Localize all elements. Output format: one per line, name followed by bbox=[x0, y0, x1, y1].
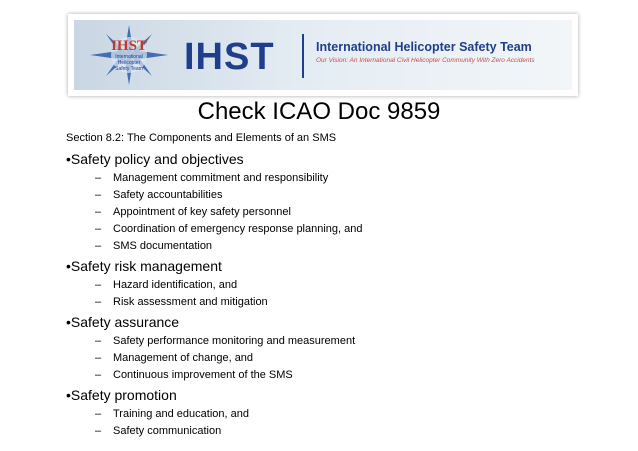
sub-item-label: Training and education, and bbox=[113, 408, 249, 420]
sub-item bbox=[66, 294, 606, 311]
sub-item bbox=[66, 423, 606, 440]
sub-item bbox=[66, 170, 606, 187]
sub-list bbox=[66, 277, 606, 311]
ihst-logo-wordmark: IHST bbox=[184, 36, 275, 78]
topic-label: • Safety policy and objectives bbox=[66, 151, 244, 167]
logo-divider bbox=[302, 34, 304, 78]
topic-item bbox=[66, 314, 606, 384]
org-name: International Helicopter Safety Team bbox=[316, 40, 532, 54]
sub-list bbox=[66, 333, 606, 384]
sub-item bbox=[66, 221, 606, 238]
badge-subtext-1: International bbox=[115, 54, 143, 60]
sub-item-label: Hazard identification, and bbox=[113, 279, 238, 291]
sub-item-label: Continuous improvement of the SMS bbox=[113, 369, 293, 381]
sub-item bbox=[66, 406, 606, 423]
badge-subtext-3: Safety Team bbox=[115, 66, 143, 72]
sub-item-label: Appointment of key safety personnel bbox=[113, 206, 291, 218]
ihst-banner bbox=[68, 14, 578, 96]
sub-item-label: Management of change, and bbox=[113, 352, 254, 364]
sub-item-label: Coordination of emergency response planning, and bbox=[113, 223, 363, 235]
sub-item-label: Safety communication bbox=[113, 425, 222, 437]
banner-background bbox=[74, 20, 572, 90]
sub-item bbox=[66, 277, 606, 294]
topic-label: • Safety promotion bbox=[66, 387, 177, 403]
topic-label: • Safety assurance bbox=[66, 314, 179, 330]
sub-item bbox=[66, 204, 606, 221]
org-vision: Our Vision: An International Civil Helicopter Community With Zero Accidents bbox=[316, 57, 535, 64]
topic-item bbox=[66, 258, 606, 311]
sub-item-label: Management commitment and responsibility bbox=[113, 172, 329, 184]
slide-title: Check ICAO Doc 9859 bbox=[197, 98, 441, 125]
sub-item-label: Risk assessment and mitigation bbox=[113, 296, 268, 308]
sub-item bbox=[66, 333, 606, 350]
sub-list bbox=[66, 406, 606, 440]
badge-text: IHST bbox=[111, 38, 147, 54]
sub-item bbox=[66, 238, 606, 255]
topic-list bbox=[66, 151, 606, 440]
topic-item bbox=[66, 387, 606, 440]
sub-item-label: Safety performance monitoring and measurement bbox=[113, 335, 356, 347]
topic-label: • Safety risk management bbox=[66, 258, 222, 274]
sub-item bbox=[66, 187, 606, 204]
sub-item bbox=[66, 367, 606, 384]
sub-item-label: Safety accountabilities bbox=[113, 189, 223, 201]
topic-item bbox=[66, 151, 606, 255]
badge-subtext-2: Helicopter bbox=[117, 60, 141, 66]
slide-content bbox=[66, 131, 606, 443]
sub-list bbox=[66, 170, 606, 255]
sub-item bbox=[66, 350, 606, 367]
sub-item-label: SMS documentation bbox=[113, 240, 213, 252]
ihst-badge-logo bbox=[84, 24, 174, 86]
section-heading: Section 8.2: The Components and Elements of an SMS bbox=[66, 132, 337, 144]
